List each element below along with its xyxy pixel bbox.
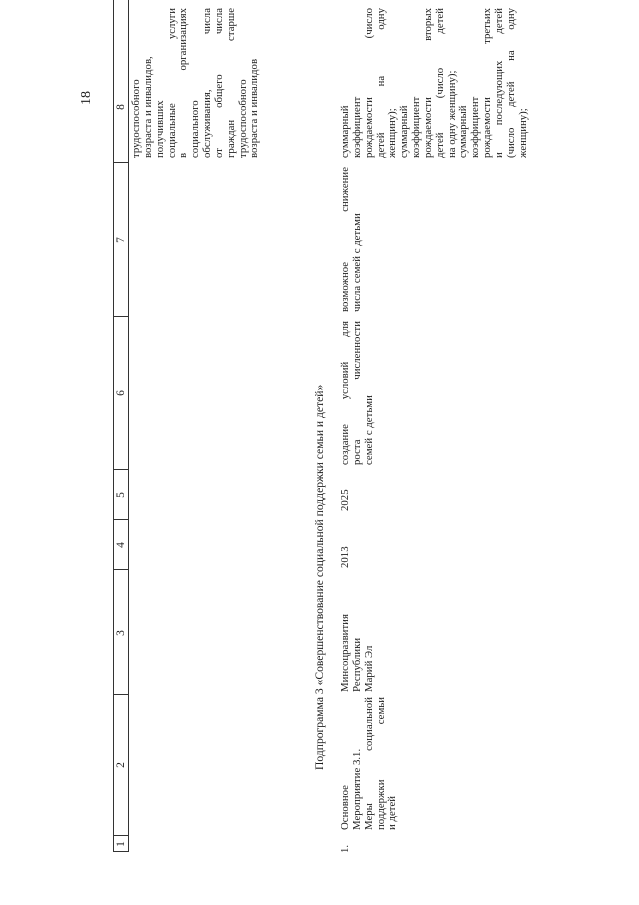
executor-line: Минсоцразвития bbox=[339, 614, 351, 692]
activity-name-line: Основное bbox=[339, 785, 351, 830]
carryover-line: граждан старше bbox=[224, 8, 237, 158]
indicator-line: суммарный bbox=[339, 105, 351, 158]
activity-name-line: Мероприятие 3.1. bbox=[350, 748, 363, 830]
carryover-line: обслуживания, числа bbox=[201, 8, 214, 158]
header-divider-4 bbox=[113, 519, 129, 520]
carryover-line: социального bbox=[189, 100, 202, 158]
activity-name-line: поддержки семьи bbox=[374, 697, 387, 830]
carryover-line: возраста и инвалидов, bbox=[141, 56, 154, 158]
executor-line: Марий Эл bbox=[362, 645, 375, 692]
header-col-1: 1 bbox=[115, 841, 127, 847]
end-year: 2025 bbox=[339, 489, 351, 511]
executor-line: Республики bbox=[350, 637, 363, 692]
header-bottom-border bbox=[128, 0, 129, 852]
start-year: 2013 bbox=[339, 546, 351, 568]
indicator-line: на одну женщину); bbox=[445, 70, 458, 158]
consequence-line: возможное снижение bbox=[339, 167, 351, 312]
header-divider-3 bbox=[113, 569, 129, 570]
indicator-line: рождаемости (число bbox=[362, 8, 375, 158]
header-top-border bbox=[113, 0, 114, 852]
indicator-line: детей (число детей bbox=[433, 8, 446, 158]
indicator-line: женщину); bbox=[516, 108, 529, 158]
expected-result-line: семей с детьми bbox=[362, 395, 375, 465]
activity-name-line: и детей bbox=[386, 795, 399, 830]
indicator-line: коэффициент bbox=[410, 96, 423, 158]
indicator-line: и последующих детей bbox=[492, 8, 505, 158]
subprogram-title: Подпрограмма 3 «Совершенствование социальной поддержки семьи и детей» bbox=[313, 384, 326, 770]
activity-name bbox=[340, 697, 399, 830]
indicator-line: детей на одну bbox=[374, 8, 387, 158]
indicator-line: коэффициент bbox=[350, 96, 363, 158]
indicator-line: рождаемости третьих bbox=[481, 8, 494, 158]
carryover-line: социальные услуги bbox=[165, 8, 178, 158]
indicator-line: рождаемости вторых bbox=[421, 8, 434, 158]
indicator-line: суммарный bbox=[398, 105, 411, 158]
indicator-line: суммарный bbox=[457, 105, 470, 158]
header-col-5: 5 bbox=[115, 492, 127, 498]
page-number: 18 bbox=[79, 91, 94, 105]
header-col-8: 8 bbox=[115, 104, 127, 110]
indicator-line: коэффициент bbox=[469, 96, 482, 158]
carryover-line: трудоспособного bbox=[236, 79, 249, 158]
expected-result bbox=[340, 321, 376, 465]
consequence-line: числа семей с детьми bbox=[350, 213, 363, 312]
non-implementation-consequence bbox=[340, 167, 364, 312]
header-divider-2 bbox=[113, 694, 129, 695]
expected-result-line: создание условий для bbox=[339, 321, 351, 465]
indicator-line: женщину); bbox=[386, 108, 399, 158]
carryover-line: от общего числа bbox=[212, 8, 225, 158]
header-col-3: 3 bbox=[115, 630, 127, 636]
header-col-4: 4 bbox=[115, 542, 127, 548]
header-col-2: 2 bbox=[115, 762, 127, 768]
header-divider-5 bbox=[113, 469, 129, 470]
activity-name-line: Меры социальной bbox=[362, 697, 375, 830]
indicator-line: (число детей на одну bbox=[504, 8, 517, 158]
carryover-line: трудоспособного bbox=[130, 79, 142, 158]
indicators bbox=[340, 8, 530, 158]
header-col-6: 6 bbox=[115, 390, 127, 396]
carryover-col8-text bbox=[131, 8, 261, 158]
header-divider-7 bbox=[113, 162, 129, 163]
header-col-7: 7 bbox=[115, 237, 127, 243]
carryover-line: в организациях bbox=[177, 8, 190, 158]
carryover-line: возраста и инвалидов bbox=[248, 58, 261, 158]
carryover-line: получивших bbox=[153, 100, 166, 158]
expected-result-line: роста численности bbox=[350, 321, 363, 465]
header-divider-6 bbox=[113, 316, 129, 317]
executor bbox=[340, 574, 376, 692]
row-number: 1. bbox=[339, 844, 351, 853]
